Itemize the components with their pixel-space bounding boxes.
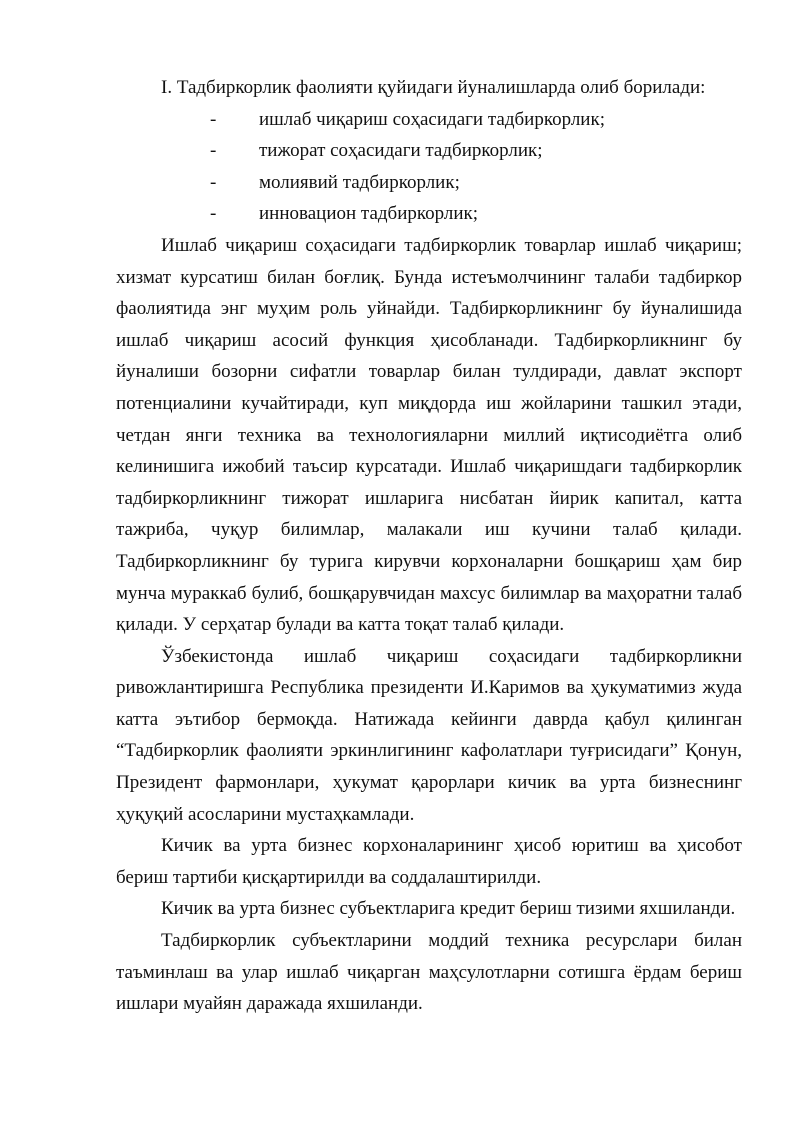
list-dash: - [210, 203, 217, 225]
list-item [116, 198, 742, 230]
list-dash: - [210, 171, 217, 193]
paragraph-production: Ишлаб чиқариш соҳасидаги тадбиркорлик товарлар ишлаб чиқариш; хизмат курсатиш билан боғлиқ. Бунда истеъмолчининг талаби тадбиркор фаолиятида энг муҳим роль уйнайди. Тадбиркорликнинг бу йуналишида ишлаб чиқариш асосий функция ҳисобланади. Тадбиркорликнинг бу йуналиши бозорни сифатли товарлар билан тулдиради, давлат экспорт потенциалини кучайтиради, куп миқдорда иш жойларини ташкил этади, четдан янги техника ва технологияларни миллий иқтисодиётга олиб келинишига ижобий таъсир курсатади. Ишлаб чиқаришдаги тадбиркорлик тадбиркорликнинг тижорат ишларига нисбатан йирик капитал, катта тажриба, чуқур билимлар, малакали иш кучини талаб қилади. Тадбиркорликнинг бу турига кирувчи корхоналарни бошқариш ҳам бир мунча мураккаб булиб, бошқарувчидан махсус билимлар ва маҳоратни талаб қилади. У серҳатар булади ва катта тоқат талаб қилади. [116, 234, 742, 636]
list-dash: - [210, 140, 217, 162]
paragraph-uzbekistan: Ўзбекистонда ишлаб чиқариш соҳасидаги тадбиркорликни ривожлантиришга Республика президенти И.Каримов ва ҳукуматимиз жуда катта эътибор бермоқда. Натижада кейинги даврда қабул қилинган “Тадбиркорлик фаолияти эркинлигининг кафолатлари туғрисидаги” Қонун, Президент фармонлари, ҳукумат қарорлари кичик ва урта бизнеснинг ҳуқуқий асосларини мустаҳкамлади. [116, 645, 742, 825]
list-item-text: тижорат соҳасидаги тадбиркорлик; [259, 140, 543, 162]
paragraph-resources: Тадбиркорлик субъектларини моддий техника ресурслари билан таъминлаш ва улар ишлаб чиқарган маҳсулотларни сотишга ёрдам бериш ишлари муайян даражада яхшиланди. [116, 930, 742, 1015]
document-body [116, 72, 742, 1020]
activity-list [116, 104, 742, 230]
list-item [116, 135, 742, 167]
list-dash: - [210, 108, 217, 130]
intro-line: I. Тадбиркорлик фаолияти қуйидаги йуналишларда олиб борилади: [161, 77, 706, 98]
list-item-text: молиявий тадбиркорлик; [259, 171, 460, 193]
list-item [116, 104, 742, 136]
paragraph-credit: Кичик ва урта бизнес субъектларига кредит бериш тизими яхшиланди. [161, 898, 736, 920]
list-item-text: инновацион тадбиркорлик; [259, 203, 479, 225]
list-item [116, 167, 742, 199]
paragraph-accounting: Кичик ва урта бизнес корхоналарининг ҳисоб юритиш ва ҳисобот бериш тартиби қисқартирилди ва соддалаштирилди. [116, 835, 742, 888]
list-item-text: ишлаб чиқариш соҳасидаги тадбиркорлик; [259, 108, 605, 130]
